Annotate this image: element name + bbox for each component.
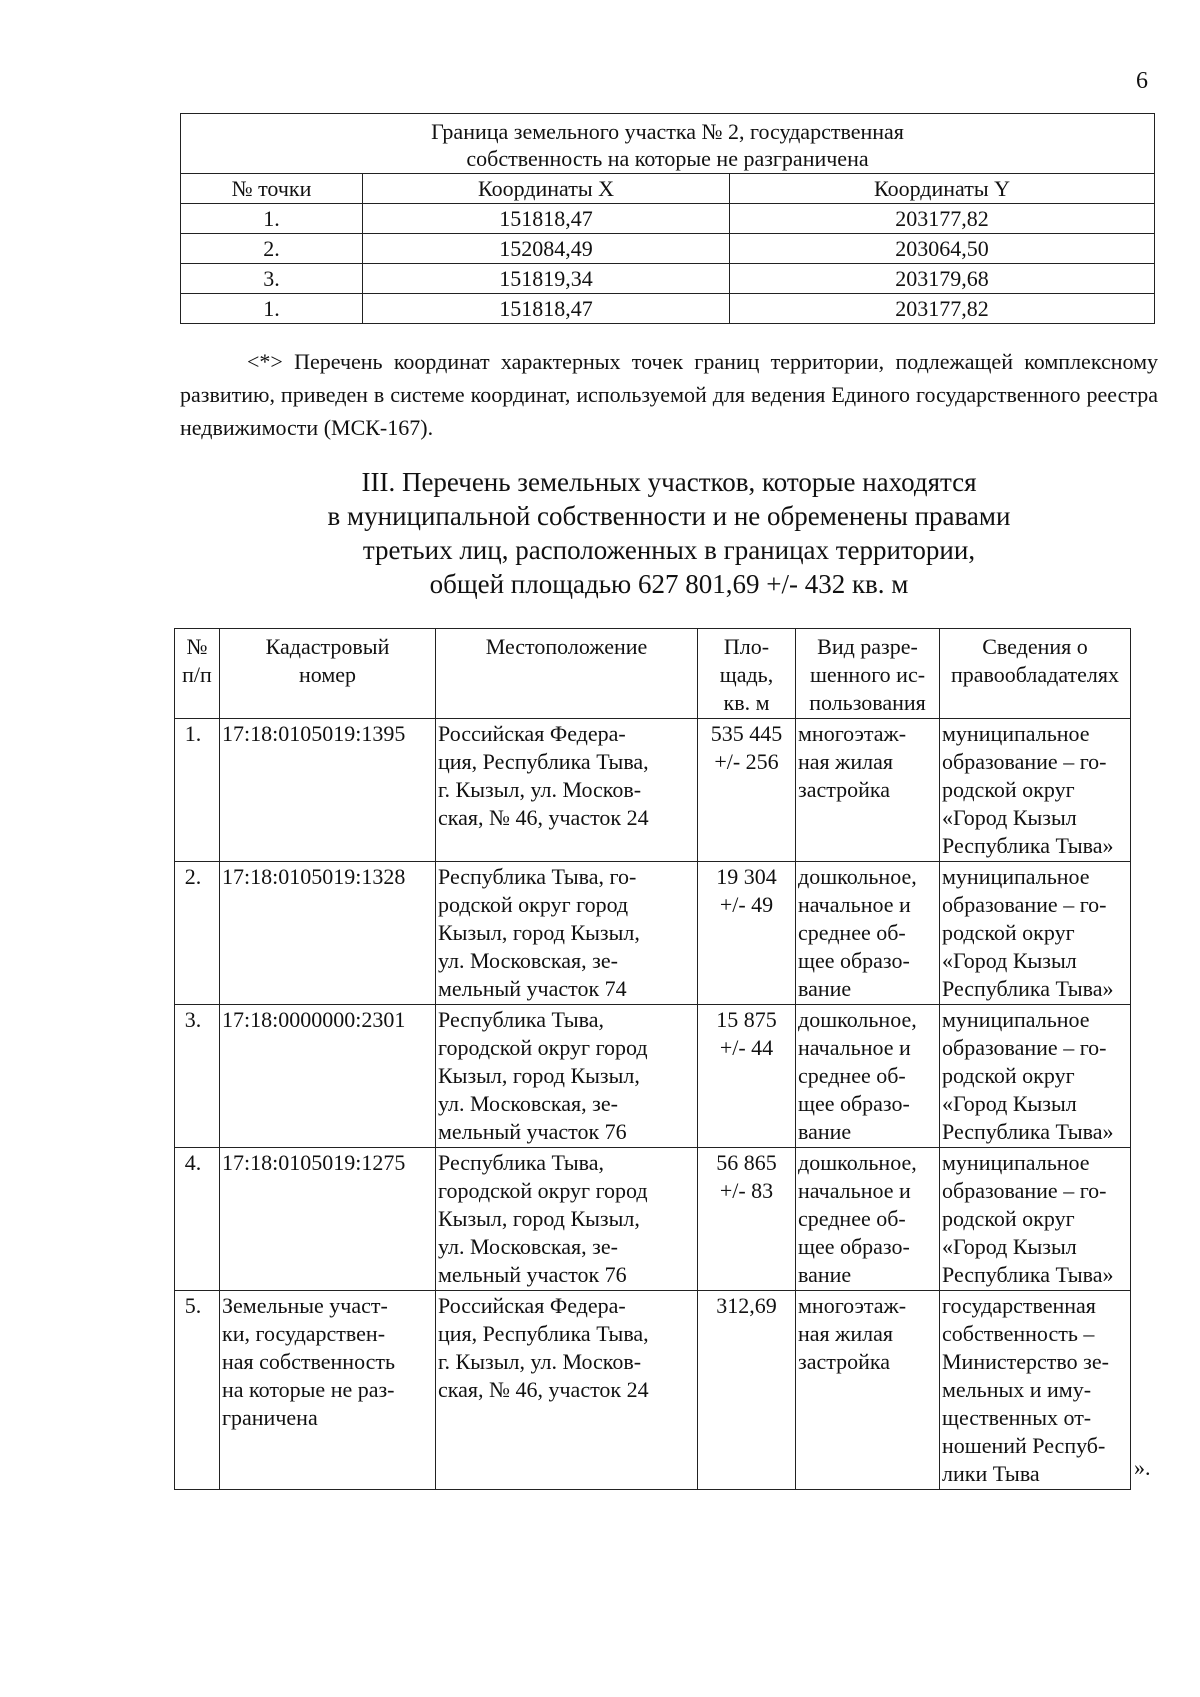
header-line: правообладателях [950,662,1120,687]
cell-line: 56 865 [716,1150,777,1175]
use-cell [796,1291,940,1490]
cell-line: начальное и [798,1035,911,1060]
section-title-line: в муниципальной собственности и не обременены правами [327,501,1011,531]
cell-line: образование – го- [942,1035,1107,1060]
section-title-line: III. Перечень земельных участков, которые находятся [361,467,977,497]
cell-line: Республика Тыва, го- [438,864,637,889]
cell-line: ношений Респуб- [942,1433,1106,1458]
cell-line: «Город Кызыл [942,948,1077,973]
caption-line: собственность на которые не разграничена [466,145,869,171]
cell-line: ул. Московская, зе- [438,948,618,973]
use-cell [796,862,940,1005]
owner-cell [940,862,1131,1005]
cell-line: ная собственность [222,1349,396,1374]
header-line: кв. м [723,690,770,715]
table-row [175,862,1131,1005]
cell-line: Кызыл, город Кызыл, [438,1206,640,1231]
cell-line: Республика Тыва, [438,1150,605,1175]
cadastral-cell [220,1148,436,1291]
point-number-cell: 1. [181,294,363,324]
y-coordinate-cell: 203179,68 [730,264,1155,294]
cell-line: ция, Республика Тыва, [438,1321,649,1346]
header-line: номер [298,662,357,687]
header-line: Вид разре- [817,634,918,659]
cell-line: мельный участок 76 [438,1262,627,1287]
cell-line: собственность – [942,1321,1095,1346]
location-cell [436,1005,698,1148]
header-line: Местоположение [485,634,648,659]
cell-line: муниципальное [942,864,1090,889]
cell-line: дошкольное, [798,1007,917,1032]
cell-line: лики Тыва [942,1461,1040,1486]
header-line: Пло- [723,634,770,659]
cell-line: «Город Кызыл [942,1234,1077,1259]
cell-line: среднее об- [798,1063,906,1088]
area-cell [698,1005,796,1148]
column-header-location [436,629,698,719]
page-number: 6 [1136,68,1148,94]
cell-line: среднее об- [798,1206,906,1231]
area-cell [698,862,796,1005]
area-cell [698,1291,796,1490]
y-coordinate-cell: 203177,82 [730,294,1155,324]
coordinate-row [181,204,1155,234]
cadastral-cell [220,1291,436,1490]
cell-line: 17:18:0000000:2301 [222,1007,406,1032]
cell-line: 15 875 [716,1007,777,1032]
cell-line: Российская Федера- [438,1293,626,1318]
cell-line: мельных и иму- [942,1377,1092,1402]
cell-line: дошкольное, [798,864,917,889]
cell-line: ул. Московская, зе- [438,1091,618,1116]
column-header-y: Координаты Y [730,174,1155,204]
cell-line: ская, № 46, участок 24 [438,805,649,830]
cell-line: многоэтаж- [798,721,907,746]
cell-line: вание [798,1119,852,1144]
coordinates-table [180,113,1155,324]
cell-line: образование – го- [942,1178,1107,1203]
cell-line: 535 445 [710,721,783,746]
section-title-line: третьих лиц, расположенных в границах территории, [362,535,976,565]
column-header-point: № точки [181,174,363,204]
cell-line: мельный участок 76 [438,1119,627,1144]
cell-line: начальное и [798,892,911,917]
cell-line: Кызыл, город Кызыл, [438,920,640,945]
header-line: щадь, [719,662,774,687]
location-cell [436,1148,698,1291]
column-header-num [175,629,220,719]
location-cell [436,1291,698,1490]
cell-line: среднее об- [798,920,906,945]
cell-line: Республика Тыва» [942,976,1114,1001]
cell-line: ул. Московская, зе- [438,1234,618,1259]
cell-line: +/- 49 [719,892,774,917]
cell-line: государственная [942,1293,1096,1318]
caption-line: Граница земельного участка № 2, государственная [431,118,904,144]
num-cell: 1. [175,719,220,862]
cell-line: образование – го- [942,749,1107,774]
owner-cell [940,1291,1131,1490]
table-row [175,1148,1131,1291]
cell-line: застройка [798,777,890,802]
cell-line: родской округ [942,1206,1075,1231]
cadastral-cell [220,1005,436,1148]
section-title [180,465,1158,601]
cell-line: начальное и [798,1178,911,1203]
column-header-cadastral [220,629,436,719]
num-cell: 3. [175,1005,220,1148]
closing-quote: ». [1134,1455,1151,1480]
use-cell [796,1148,940,1291]
header-line: пользования [809,690,926,715]
num-cell: 4. [175,1148,220,1291]
cell-line: родской округ [942,1063,1075,1088]
header-line: № [186,634,208,659]
cell-line: «Город Кызыл [942,1091,1077,1116]
cell-line: щее образо- [798,1234,910,1259]
header-line: п/п [182,662,212,687]
cell-line: ки, государствен- [222,1321,386,1346]
cell-line: 19 304 [716,864,777,889]
cell-line: вание [798,1262,852,1287]
cell-line: г. Кызыл, ул. Москов- [438,1349,642,1374]
use-cell [796,1005,940,1148]
cell-line: муниципальное [942,1150,1090,1175]
column-header-area [698,629,796,719]
x-coordinate-cell: 152084,49 [363,234,730,264]
cell-line: многоэтаж- [798,1293,907,1318]
cell-line: образование – го- [942,892,1107,917]
table-row [175,1005,1131,1148]
section-title-line: общей площадью 627 801,69 +/- 432 кв. м [429,569,909,599]
owner-cell [940,1005,1131,1148]
cell-line: Кызыл, город Кызыл, [438,1063,640,1088]
coordinates-table-caption [181,114,1155,174]
cell-line: родской округ [942,777,1075,802]
location-cell [436,862,698,1005]
cell-line: Земельные участ- [222,1293,388,1318]
table-row [175,719,1131,862]
cell-line: щее образо- [798,1091,910,1116]
cell-line: 17:18:0105019:1275 [222,1150,406,1175]
cell-line: на которые не раз- [222,1377,395,1402]
cell-line: вание [798,976,852,1001]
header-line: Кадастровый [265,634,390,659]
cell-line: городской округ город [438,1178,648,1203]
cell-line: ская, № 46, участок 24 [438,1377,649,1402]
y-coordinate-cell: 203064,50 [730,234,1155,264]
point-number-cell: 2. [181,234,363,264]
num-cell: 5. [175,1291,220,1490]
point-number-cell: 3. [181,264,363,294]
cell-line: г. Кызыл, ул. Москов- [438,777,642,802]
area-cell [698,1148,796,1291]
cadastral-cell [220,862,436,1005]
owner-cell [940,719,1131,862]
cell-line: щее образо- [798,948,910,973]
cell-line: +/- 256 [714,749,779,774]
cell-line: Российская Федера- [438,721,626,746]
cell-line: родской округ город [438,892,629,917]
cell-line: городской округ город [438,1035,648,1060]
cadastral-cell [220,719,436,862]
land-plots-table [174,628,1131,1490]
y-coordinate-cell: 203177,82 [730,204,1155,234]
cell-line: граничена [222,1405,318,1430]
area-cell [698,719,796,862]
cell-line: ция, Республика Тыва, [438,749,649,774]
owner-cell [940,1148,1131,1291]
cell-line: ная жилая [798,1321,893,1346]
header-line: шенного ис- [809,662,926,687]
cell-line: Республика Тыва, [438,1007,605,1032]
cell-line: родской округ [942,920,1075,945]
cell-line: +/- 44 [719,1035,774,1060]
location-cell [436,719,698,862]
cell-line: Республика Тыва» [942,833,1114,858]
coordinate-row [181,234,1155,264]
cell-line: ная жилая [798,749,893,774]
cell-line: застройка [798,1349,890,1374]
header-line: Сведения о [982,634,1088,659]
cell-line: мельный участок 74 [438,976,627,1001]
column-header-use [796,629,940,719]
cell-line: «Город Кызыл [942,805,1077,830]
column-header-owner [940,629,1131,719]
x-coordinate-cell: 151819,34 [363,264,730,294]
cell-line: Республика Тыва» [942,1119,1114,1144]
coordinate-row [181,264,1155,294]
cell-line: дошкольное, [798,1150,917,1175]
cell-line: 312,69 [716,1293,777,1318]
x-coordinate-cell: 151818,47 [363,204,730,234]
cell-line: щественных от- [942,1405,1092,1430]
num-cell: 2. [175,862,220,1005]
cell-line: 17:18:0105019:1328 [222,864,406,889]
cell-line: Министерство зе- [942,1349,1109,1374]
coordinate-row [181,294,1155,324]
cell-line: Республика Тыва» [942,1262,1114,1287]
column-header-x: Координаты X [363,174,730,204]
x-coordinate-cell: 151818,47 [363,294,730,324]
cell-line: +/- 83 [719,1178,774,1203]
cell-line: муниципальное [942,721,1090,746]
point-number-cell: 1. [181,204,363,234]
coordinate-system-note: <*> Перечень координат характерных точек границ территории, подлежащей комплексному развитию, приведен в системе координат, используемой для ведения Единого государственного реестра недвижимости (МСК-167). [180,349,1158,440]
use-cell [796,719,940,862]
cell-line: муниципальное [942,1007,1090,1032]
table-row [175,1291,1131,1490]
cell-line: 17:18:0105019:1395 [222,721,406,746]
